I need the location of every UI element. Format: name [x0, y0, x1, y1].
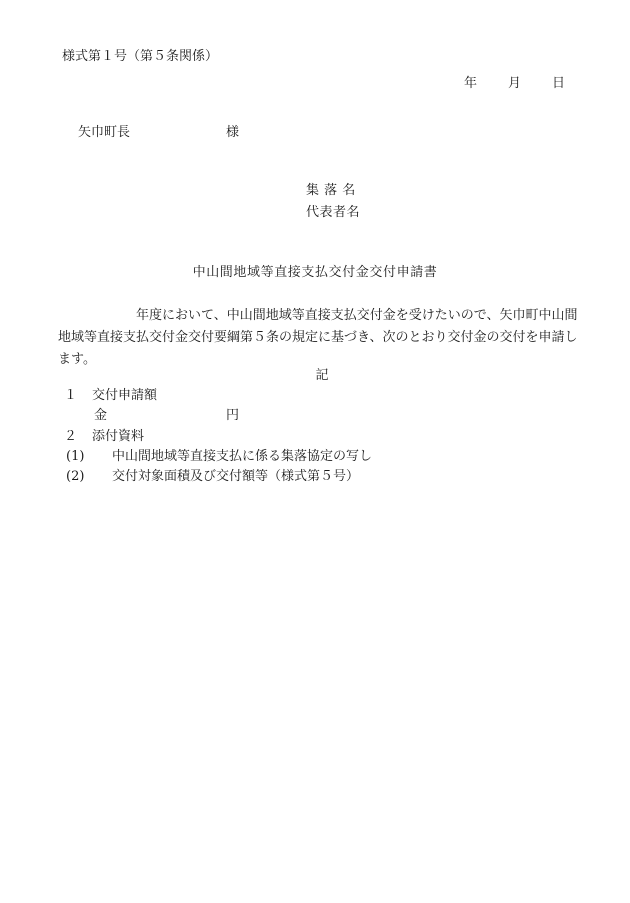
addressee-name: 矢巾町長 — [78, 125, 131, 140]
amount-line — [94, 408, 240, 423]
section-label: 交付申請額 — [92, 388, 158, 403]
attachment-text: 中山間地域等直接支払に係る集落協定の写し — [112, 449, 373, 464]
form-number: 様式第１号（第５条関係） — [62, 49, 219, 64]
attachment-item — [66, 470, 359, 483]
section-number: ２ — [64, 429, 78, 444]
section-2 — [64, 430, 144, 443]
body-paragraph — [58, 305, 578, 371]
attachment-text: 交付対象面積及び交付額等（様式第５号） — [112, 469, 360, 484]
amount-unit: 円 — [226, 408, 240, 423]
section-number: １ — [64, 388, 78, 403]
document-title: 中山間地域等直接支払交付金交付申請書 — [192, 265, 438, 280]
representative-label: 代表者名 — [306, 205, 361, 220]
amount-label: 金 — [94, 408, 108, 423]
date-line — [464, 77, 565, 90]
attachment-number: (2) — [66, 469, 85, 484]
attachment-number: (1) — [66, 449, 85, 464]
date-day-label: 日 — [551, 76, 565, 91]
village-name-label: 集 落 名 — [306, 183, 356, 198]
section-1 — [64, 389, 157, 402]
ki-label: 記 — [315, 368, 329, 383]
applicant-block — [306, 184, 360, 228]
attachment-item — [66, 450, 372, 463]
date-year-label: 年 — [463, 76, 477, 91]
body-text: 年度において、中山間地域等直接支払交付金を受けたいので、矢巾町中山間地域等直接支払交付金交付要綱第５条の規定に基づき、次のとおり交付金の交付を申請します。 — [58, 308, 578, 367]
addressee-honorific: 様 — [226, 125, 240, 140]
date-month-label: 月 — [507, 76, 521, 91]
section-label: 添付資料 — [92, 429, 145, 444]
